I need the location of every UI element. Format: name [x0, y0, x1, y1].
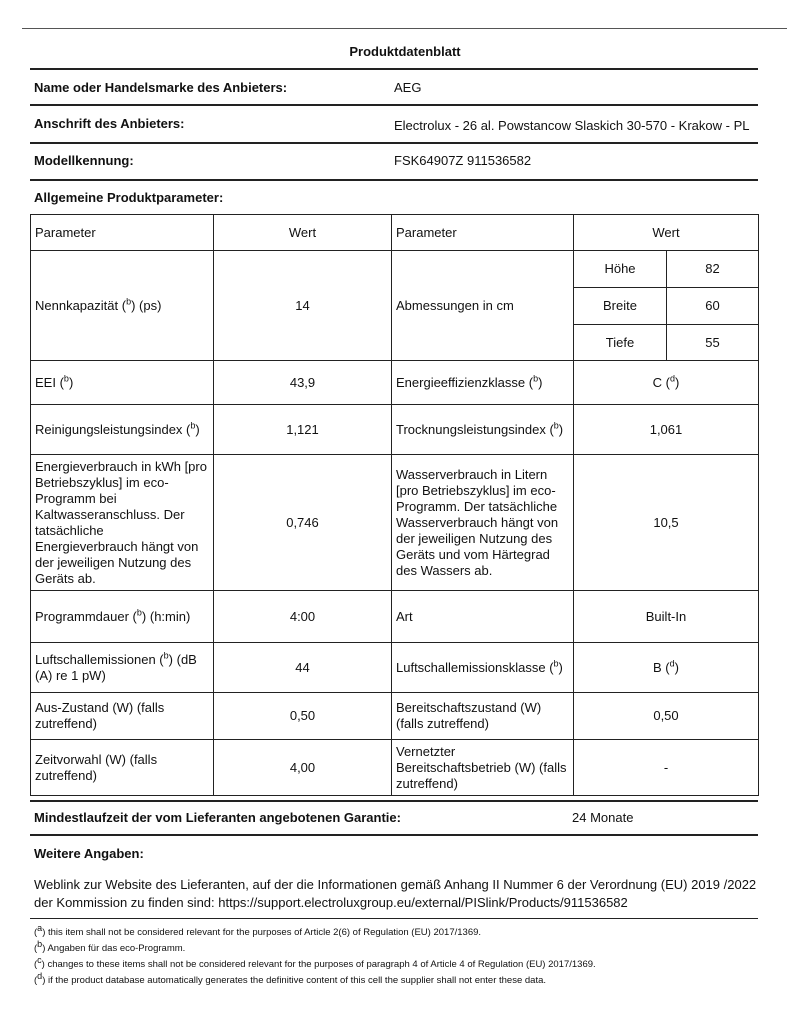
header-parameter-2: Parameter: [392, 215, 574, 251]
delay-start-value: 4,00: [214, 740, 392, 796]
supplier-address-row: [30, 104, 758, 142]
standby-value: 0,50: [574, 693, 759, 740]
top-divider: [22, 28, 787, 29]
type-label: Art: [392, 591, 574, 643]
depth-label: Tiefe: [574, 325, 667, 361]
eei-label: EEI ($^b$): [31, 361, 214, 405]
table-row: [31, 361, 759, 405]
footnote-c: ($^c$) changes to these items shall not be considered relevant for the purposes of paragraph 4 of Article 4 of Regulation (EU) 2017/1369.: [34, 954, 596, 970]
parameters-table: [30, 214, 759, 796]
table-row: [31, 693, 759, 740]
energy-class-label: Energieeffizienzklasse ($^b$): [392, 361, 574, 405]
depth-value: 55: [667, 325, 759, 361]
table-row: [31, 251, 759, 288]
water-consumption-value: 10,5: [574, 455, 759, 591]
noise-label: Luftschallemissionen ($^b$) (dB (A) re 1 pW): [31, 643, 214, 693]
delay-start-label: Zeitvorwahl (W) (falls zutreffend): [31, 740, 214, 796]
supplier-name-row: [30, 68, 758, 104]
table-row: [31, 740, 759, 796]
warranty-value: 24 Monate: [572, 810, 634, 825]
networked-standby-value: -: [574, 740, 759, 796]
warranty-row: [30, 800, 758, 836]
networked-standby-label: Vernetzter Bereitschaftsbetrieb (W) (falls zutreffend): [392, 740, 574, 796]
capacity-value: 14: [214, 251, 392, 361]
table-row: [31, 591, 759, 643]
general-params-heading: Allgemeine Produktparameter:: [34, 190, 224, 205]
dimensions-label: Abmessungen in cm: [392, 251, 574, 361]
noise-class-value: B ($^d$): [574, 643, 759, 693]
further-info-text: Weblink zur Website des Lieferanten, auf der die Informationen gemäß Anhang II Nummer 6 der Verordnung (EU) 2019 /2022 der Kommission zu finden sind: https://support.electroluxgroup.eu/external/PISlink/Products/911536582: [34, 877, 757, 910]
general-params-row: [30, 179, 758, 215]
footnote-b: ($^b$) Angaben für das eco-Programm.: [34, 938, 186, 954]
width-value: 60: [667, 288, 759, 325]
footnote-a: ($^a$) this item shall not be considered relevant for the purposes of Article 2(6) of Regulation (EU) 2017/1369.: [34, 922, 482, 938]
program-duration-value: 4:00: [214, 591, 392, 643]
off-mode-value: 0,50: [214, 693, 392, 740]
supplier-address-label: Anschrift des Anbieters:: [34, 116, 185, 131]
energy-consumption-value: 0,746: [214, 455, 392, 591]
further-info-heading: Weitere Angaben:: [34, 846, 144, 861]
supplier-name-value: AEG: [394, 80, 422, 95]
height-value: 82: [667, 251, 759, 288]
energy-class-value: C ($^d$): [574, 361, 759, 405]
supplier-name-label: Name oder Handelsmarke des Anbieters:: [34, 80, 288, 95]
table-row: [31, 643, 759, 693]
noise-class-label: Luftschallemissionsklasse ($^b$): [392, 643, 574, 693]
off-mode-label: Aus-Zustand (W) (falls zutreffend): [31, 693, 214, 740]
water-consumption-label: Wasserverbrauch in Litern [pro Betriebszyklus] im eco-Programm. Der tatsächliche Wasserverbrauch hängt von der jeweiligen Nutzung des Geräts und vom Härtegrad des Wassers ab.: [392, 455, 574, 591]
page-title: Produktdatenblatt: [349, 44, 461, 59]
table-row: [31, 455, 759, 591]
energy-consumption-label: Energieverbrauch in kWh [pro Betriebszyklus] im eco-Programm bei Kaltwasseranschluss. Der tatsächliche Energieverbrauch hängt von der jeweiligen Nutzung des Geräts ab.: [31, 455, 214, 591]
footnote-divider: [30, 918, 758, 919]
drying-value: 1,061: [574, 405, 759, 455]
program-duration-label: Programmdauer ($^b$) (h:min): [31, 591, 214, 643]
table-header-row: [31, 215, 759, 251]
height-label: Höhe: [574, 251, 667, 288]
warranty-label: Mindestlaufzeit der vom Lieferanten angebotenen Garantie:: [34, 810, 401, 825]
model-value: FSK64907Z 911536582: [394, 153, 532, 168]
footnote-d: ($^d$) if the product database automatically generates the definitive content of this cell the supplier shall not enter these data.: [34, 970, 547, 986]
drying-label: Trocknungsleistungsindex ($^b$): [392, 405, 574, 455]
cleaning-value: 1,121: [214, 405, 392, 455]
table-row: [31, 405, 759, 455]
header-value-1: Wert: [214, 215, 392, 251]
supplier-address-value: Electrolux - 26 al. Powstancow Slaskich 30-570 - Krakow - PL: [394, 118, 750, 133]
width-label: Breite: [574, 288, 667, 325]
type-value: Built-In: [574, 591, 759, 643]
capacity-label: Nennkapazität ($^b$) (ps): [31, 251, 214, 361]
header-value-2: Wert: [574, 215, 759, 251]
eei-value: 43,9: [214, 361, 392, 405]
model-row: [30, 142, 758, 180]
cleaning-label: Reinigungsleistungsindex ($^b$): [31, 405, 214, 455]
standby-label: Bereitschaftszustand (W) (falls zutreffend): [392, 693, 574, 740]
noise-value: 44: [214, 643, 392, 693]
model-label: Modellkennung:: [34, 153, 134, 168]
header-parameter-1: Parameter: [31, 215, 214, 251]
